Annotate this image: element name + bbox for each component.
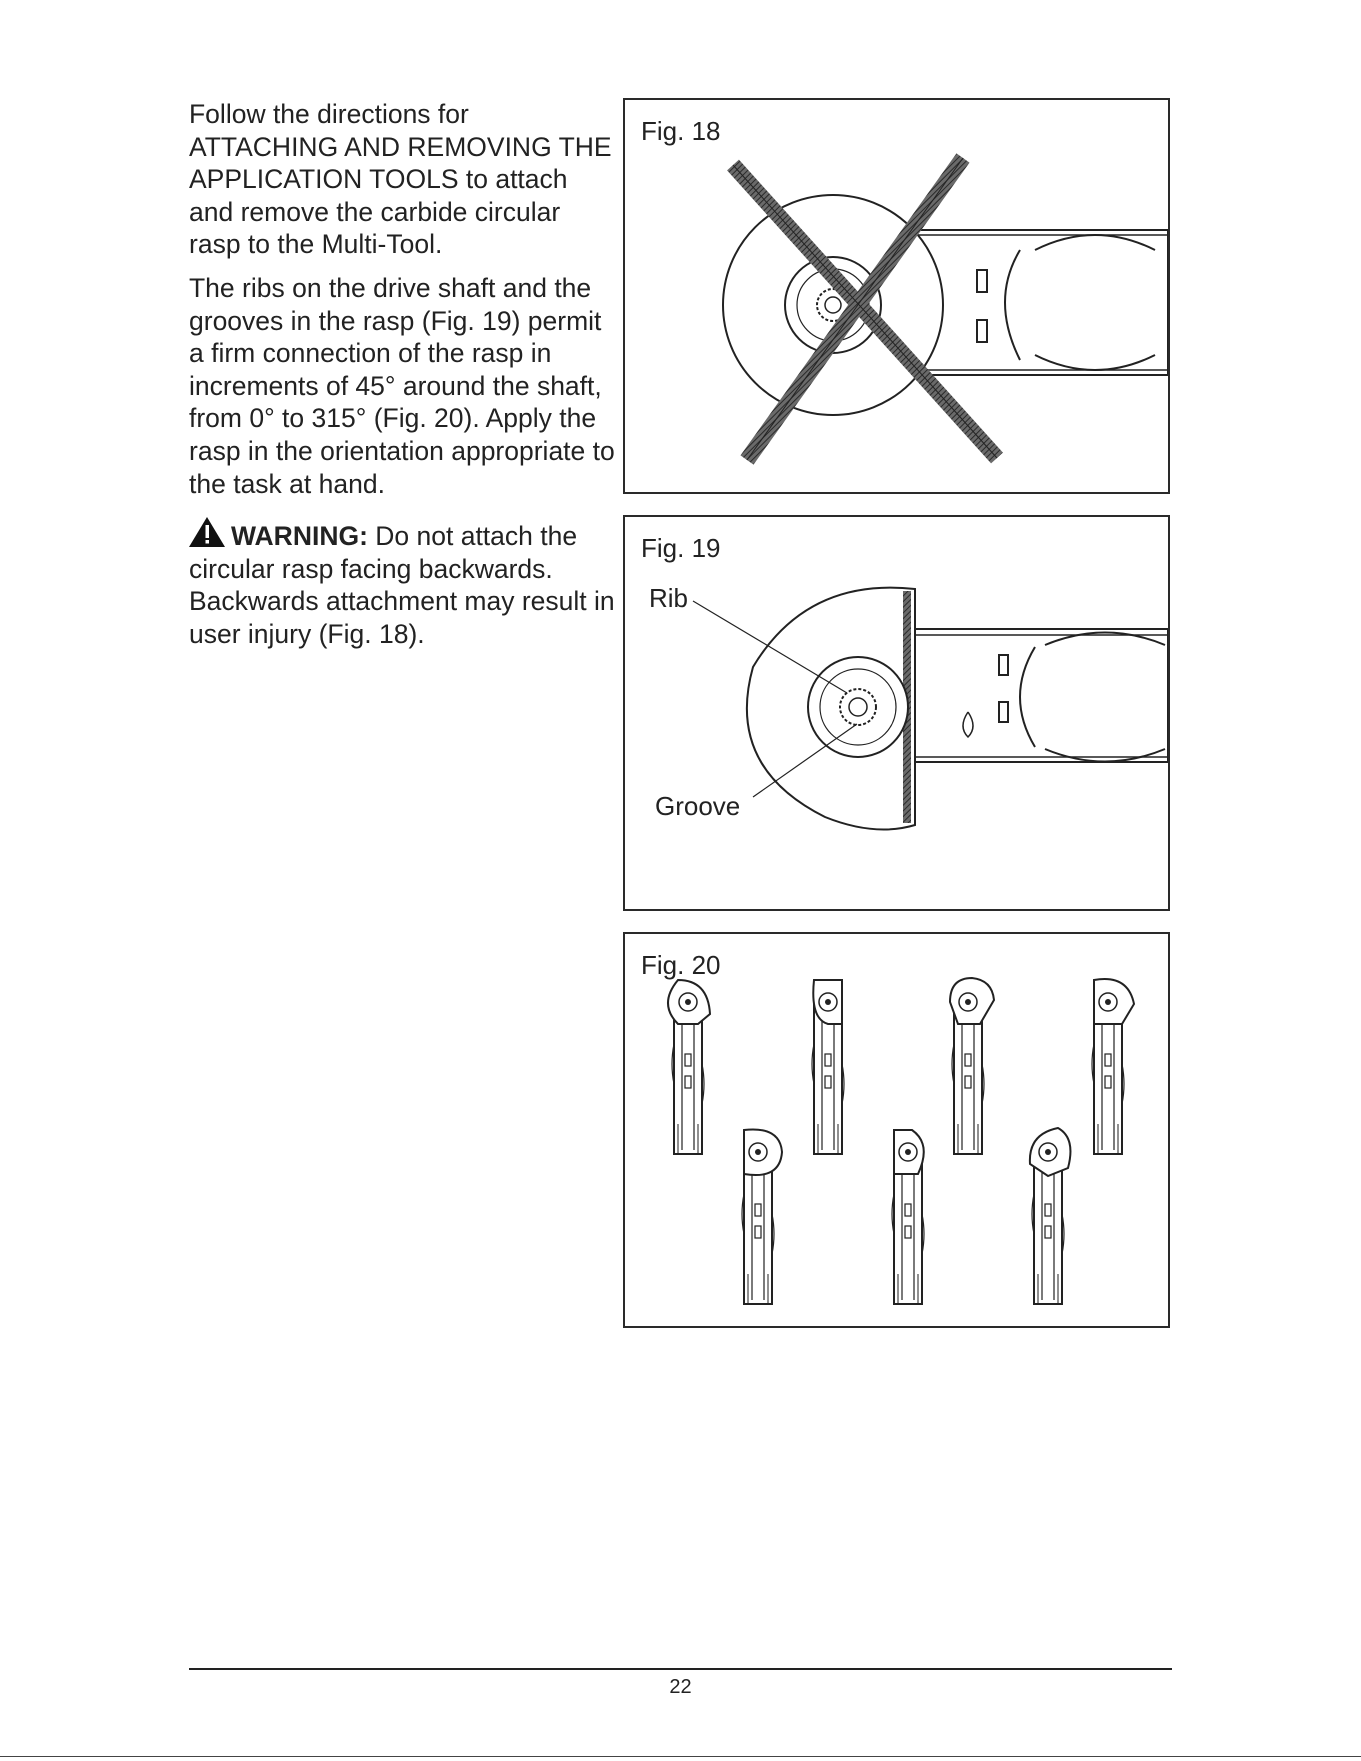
warning-title: WARNING: [231, 521, 368, 552]
intro-paragraph: Follow the directions for ATTACHING AND REMOVING THE APPLICATION TOOLS to attach and remove the carbide circular rasp to the Multi-Tool. [189, 99, 612, 260]
orientation-315 [1030, 1128, 1071, 1304]
page-bottom-edge [0, 1756, 1361, 1757]
body-text-column [189, 98, 619, 662]
backwards-rasp-illustration [625, 100, 1168, 492]
page-number: 22 [669, 1676, 692, 1698]
warning-text: Do not attach the circular rasp facing backwards. Backwards attachment may result in user injury (Fig. 18). [189, 521, 615, 649]
figure-19 [623, 515, 1170, 911]
figure-19-label: Fig. 19 [641, 533, 721, 563]
orientation-0 [668, 980, 710, 1154]
orientation-180 [742, 1129, 782, 1304]
footer-rule [189, 1668, 1172, 1670]
rasp-orientations-illustration [625, 934, 1168, 1326]
figure-20-label: Fig. 20 [641, 950, 721, 980]
rib-groove-illustration [625, 517, 1168, 909]
rib-callout: Rib [649, 583, 689, 613]
figure-18 [623, 98, 1170, 494]
ribs-paragraph: The ribs on the drive shaft and the grooves in the rasp (Fig. 19) permit a firm connection of the rasp in increments of 45° around the shaft, from 0° to 315° (Fig. 20). Apply the rasp in the orientation appropriate to the task at hand. [189, 272, 615, 499]
orientation-225 [892, 1130, 924, 1304]
groove-callout: Groove [655, 791, 741, 821]
orientation-135 [1092, 979, 1134, 1154]
orientation-45 [812, 980, 844, 1154]
figure-20 [623, 932, 1170, 1328]
warning-triangle-icon [189, 516, 229, 548]
warning-paragraph [189, 516, 619, 650]
figure-18-label: Fig. 18 [641, 116, 721, 146]
orientation-90 [950, 978, 994, 1154]
